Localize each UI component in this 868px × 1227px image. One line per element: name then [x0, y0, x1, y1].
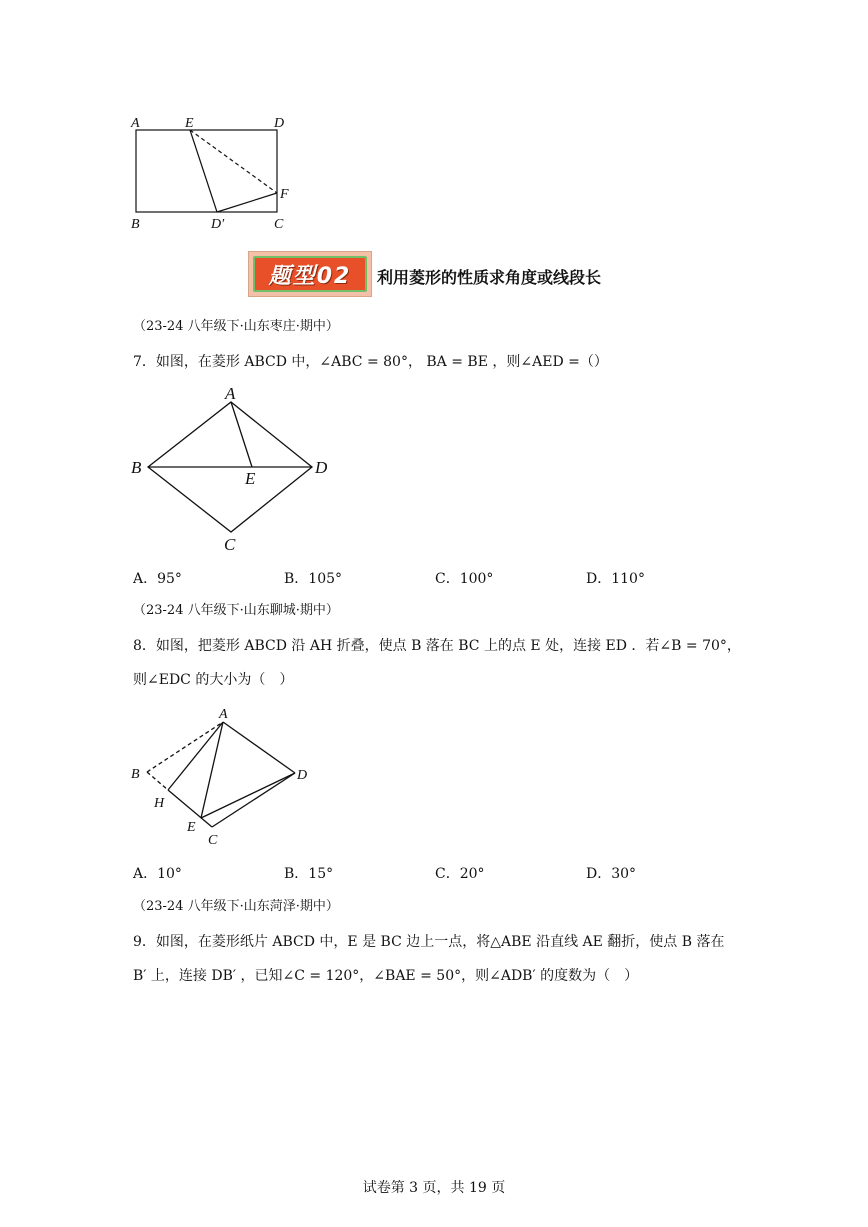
label-C: C — [274, 217, 284, 232]
q9-stem-line2: B′ 上，连接 DB′ ，已知∠C = 120°，∠BAE = 50°，则∠ADB′ 的度数为（ ） — [133, 968, 639, 984]
section-title: 利用菱形的性质求角度或线段长 — [377, 268, 602, 287]
q8-label-B: B — [131, 767, 140, 782]
q8-label-A: A — [219, 707, 228, 722]
page-footer: 试卷第 3 页，共 19 页 — [362, 1180, 506, 1196]
q8-label-C: C — [208, 833, 218, 848]
q7-option-d[interactable]: D．110° — [586, 571, 645, 587]
q8-stem-line2: 则∠EDC 的大小为（ ） — [133, 672, 294, 688]
q8-fold-figure — [125, 700, 325, 850]
rectangle-fold-figure — [120, 110, 310, 238]
q7-label-A: A — [225, 384, 236, 403]
q7-option-c[interactable]: C．100° — [435, 571, 494, 587]
q8-option-c[interactable]: C．20° — [435, 866, 485, 882]
q7-label-E: E — [245, 469, 256, 488]
q8-option-a[interactable]: A．10° — [133, 866, 182, 882]
q7-stem: 7．如图，在菱形 ABCD 中，∠ABC = 80°， BA = BE ，则∠AED =（） — [133, 354, 608, 370]
q7-source: （23-24 八年级下·山东枣庄·期中） — [133, 319, 339, 334]
q7-label-C: C — [224, 535, 236, 554]
q7-label-B: B — [131, 458, 142, 477]
section-badge — [248, 251, 372, 297]
q8-stem-line1: 8．如图，把菱形 ABCD 沿 AH 折叠，使点 B 落在 BC 上的点 E 处，连接 ED ．若∠B = 70°， — [133, 638, 741, 654]
q9-stem-line1: 9．如图，在菱形纸片 ABCD 中，E 是 BC 边上一点，将△ABE 沿直线 AE 翻折，使点 B 落在 — [133, 934, 725, 950]
q8-option-b[interactable]: B．15° — [284, 866, 334, 882]
label-D: D — [274, 116, 285, 131]
label-A: A — [131, 116, 140, 131]
label-E: E — [185, 116, 194, 131]
q8-label-H: H — [154, 796, 165, 811]
section-badge-label: 题型02 — [253, 256, 367, 292]
q8-label-D: D — [297, 768, 308, 783]
q8-option-d[interactable]: D．30° — [586, 866, 637, 882]
q7-option-b[interactable]: B．105° — [284, 571, 343, 587]
label-B: B — [131, 217, 140, 232]
q7-label-D: D — [315, 458, 328, 477]
q7-option-a[interactable]: A．95° — [133, 571, 182, 587]
q9-source: （23-24 八年级下·山东菏泽·期中） — [133, 899, 339, 914]
label-F: F — [280, 187, 289, 202]
q7-rhombus-figure — [125, 380, 345, 560]
label-D-prime: D′ — [211, 217, 225, 232]
q8-label-E: E — [187, 820, 196, 835]
q8-source: （23-24 八年级下·山东聊城·期中） — [133, 603, 339, 618]
